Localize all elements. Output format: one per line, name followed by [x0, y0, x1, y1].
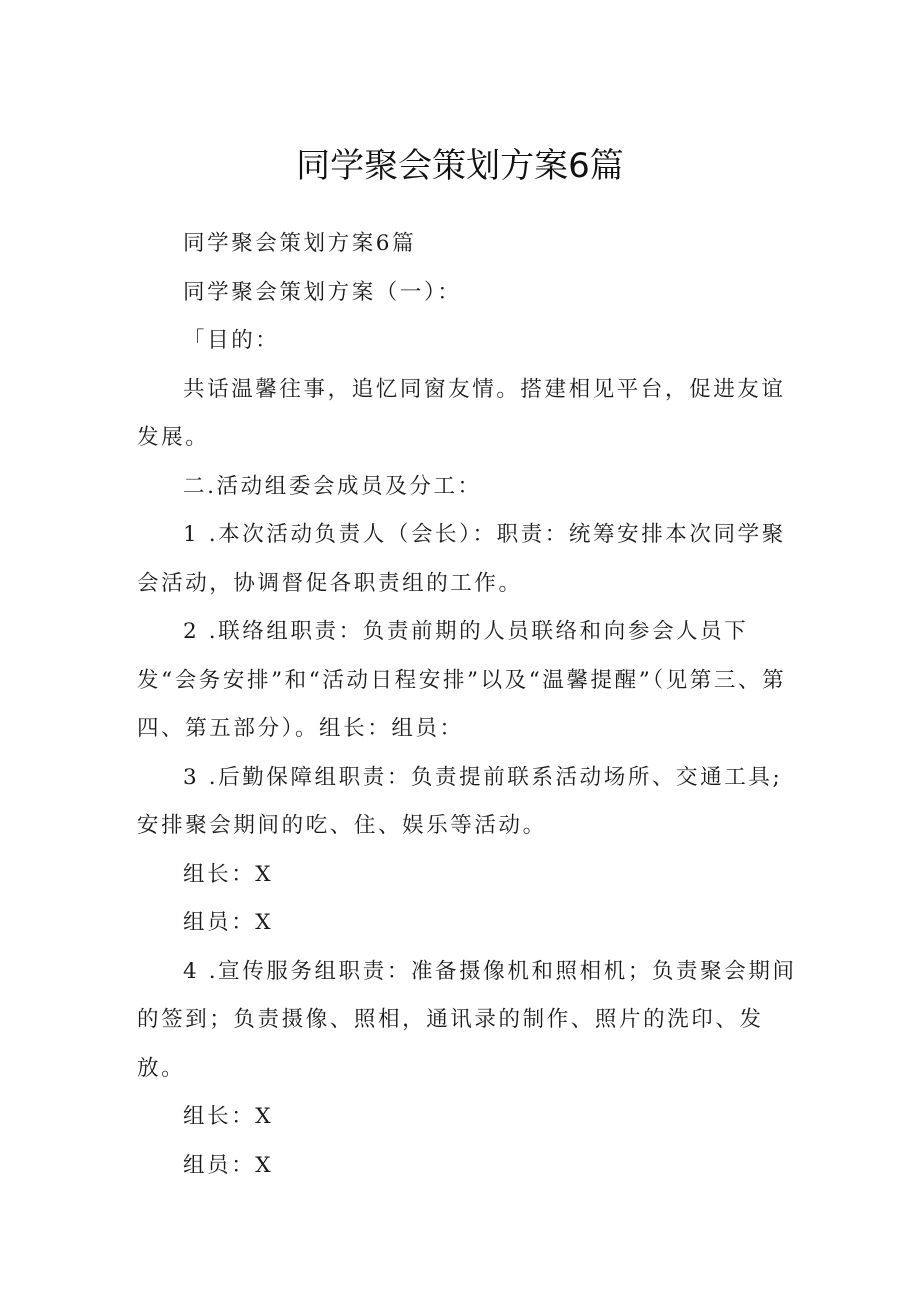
paragraph-item-4-leader: 组长：X: [183, 1104, 274, 1129]
document-title: 同学聚会策划方案6篇: [296, 146, 624, 186]
document-body: [137, 220, 797, 1190]
paragraph-item-4: 4 .宣传服务组职责：准备摄像机和照相机；负责聚会期间的签到；负责摄像、照相，通讯录的制作、照片的洗印、发放。: [137, 958, 797, 1081]
paragraph-purpose-heading: 「目的：: [183, 328, 280, 353]
paragraph-committee-heading: 二.活动组委会成员及分工：: [183, 473, 482, 499]
paragraph-item-2: 2 .联络组职责：负责前期的人员联络和向参会人员下发“会务安排”和“活动日程安排”以及“温馨提醒”（见第三、第四、第五部分）。组长：组员：: [137, 619, 787, 741]
paragraph-plan-one-heading: 同学聚会策划方案（一）：: [183, 279, 462, 305]
paragraph-item-4-member: 组员：X: [183, 1152, 274, 1178]
paragraph-item-3-leader: 组长：X: [183, 861, 274, 887]
paragraph-item-3: 3 .后勤保障组职责：负责提前联系活动场所、交通工具;安排聚会期间的吃、住、娱乐等活动。: [137, 764, 783, 838]
paragraph-item-3-member: 组员：X: [183, 910, 274, 935]
paragraph-purpose-text: 共话温馨往事，追忆同窗友情。搭建相见平台，促进友谊发展。: [137, 376, 786, 450]
paragraph-subtitle: 同学聚会策划方案6篇: [183, 231, 417, 256]
paragraph-item-1: 1 .本次活动负责人（会长）：职责：统筹安排本次同学聚会活动，协调督促各职责组的工作。: [137, 522, 786, 596]
